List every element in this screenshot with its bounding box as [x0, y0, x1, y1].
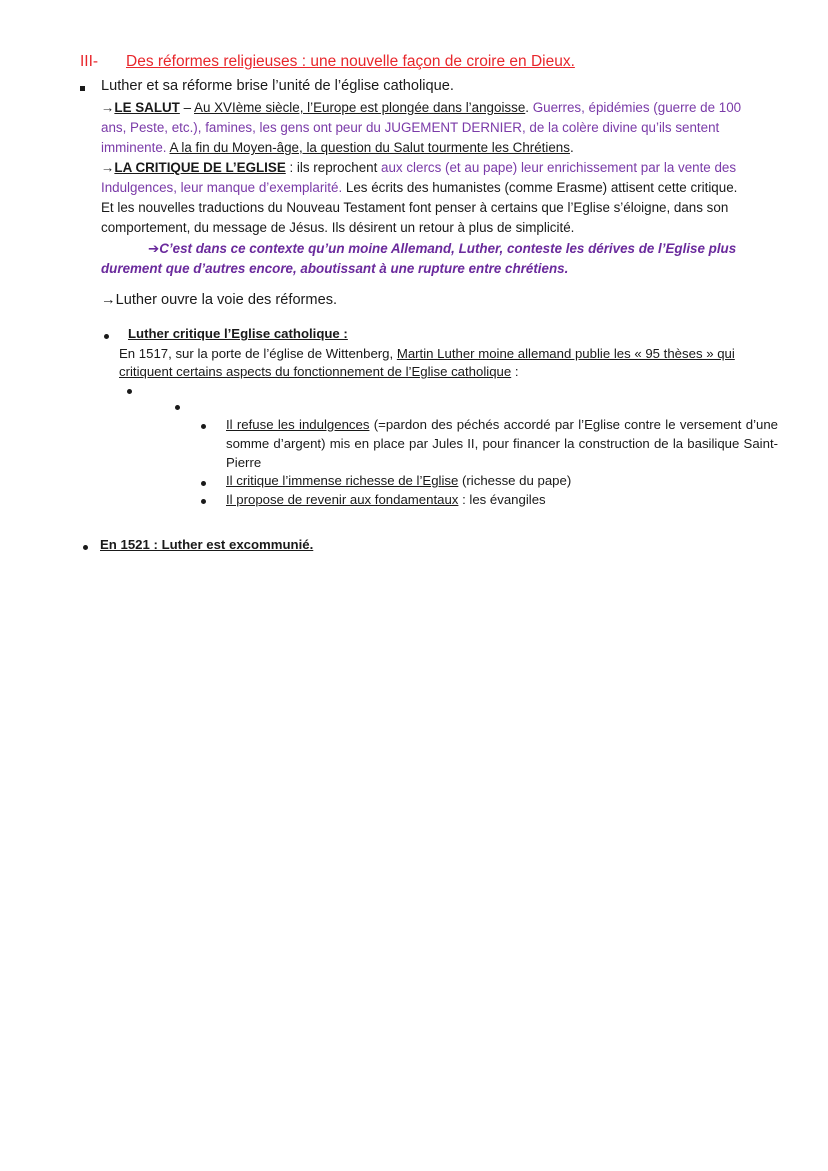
- conclusion-line-2: durement que d’autres encore, aboutissant à une rupture entre chrétiens.: [101, 261, 569, 276]
- item-2-rest: (richesse du pape): [458, 473, 572, 488]
- salut-dot: .: [525, 100, 529, 115]
- salut-line-2: ans, Peste, etc.), famines, les gens ont peur du JUGEMENT DERNIER, de la colère divine qu’ils sentent: [101, 120, 720, 135]
- item-2-underlined: Il critique l’immense richesse de l’Eglise: [226, 473, 459, 488]
- item-1-underlined: Il refuse les indulgences: [226, 417, 370, 432]
- item-3-underlined: Il propose de revenir aux fondamentaux: [226, 492, 459, 507]
- item-3-rest: : les évangiles: [458, 492, 546, 507]
- luther-critique-heading: Luther critique l’Eglise catholique :: [128, 326, 348, 341]
- conclusion-line-1: [148, 239, 736, 259]
- item-1-rest-3: basilique Saint-Pierre: [226, 436, 779, 470]
- salut-line-3: [101, 138, 574, 158]
- arrow-icon: →: [101, 160, 115, 175]
- bold-arrow-icon: ➔: [148, 241, 160, 256]
- salut-underlined: Au XVIème siècle, l’Europe est plongée dans l’angoisse: [194, 100, 526, 115]
- item-1-rest-1: (=pardon des péchés accordé par l’Eglise contre le versement: [369, 417, 742, 432]
- salut-end: .: [569, 140, 574, 155]
- salut-underlined-2: A la fin du Moyen-âge, la question du Salut tourmente les Chrétiens: [169, 140, 570, 155]
- critique-line-3: Et les nouvelles traductions du Nouveau Testament font penser à certains que l’Eglise s’éloigne, dans son: [101, 200, 729, 215]
- empty-bullet-icon: [175, 405, 180, 410]
- luther-critique-line-1: [119, 344, 735, 364]
- excommunication-text: En 1521 : Luther est excommunié.: [100, 537, 314, 552]
- critique-text-2: Les écrits des humanistes (comme Erasme) attisent cette critique.: [342, 180, 738, 195]
- luther-end: :: [511, 364, 519, 379]
- critique-purple-2: Indulgences, leur manque d’exemplarité.: [101, 180, 343, 195]
- voie-text: →Luther ouvre la voie des réformes.: [101, 292, 338, 308]
- salut-purple-1: Guerres, épidémies (guerre de 100: [529, 100, 742, 115]
- critique-text-1: : ils reprochent: [285, 160, 382, 175]
- critique-line-4: comportement, du message de Jésus. Ils désirent un retour à plus de simplicité.: [101, 220, 575, 235]
- conclusion-text-1: C’est dans ce contexte qu’un moine Allemand, Luther, conteste les dérives de l’Eglise plus: [159, 241, 737, 256]
- intro-bullet-text: Luther et sa réforme brise l’unité de l’église catholique.: [101, 78, 454, 94]
- luther-underlined-1: Martin Luther moine allemand publie les « 95 thèses » qui: [396, 346, 735, 361]
- luther-item-1: [226, 415, 778, 472]
- section-title: Des réformes religieuses : une nouvelle façon de croire en Dieux.: [126, 53, 575, 70]
- luther-item-3: [226, 490, 546, 509]
- critique-purple-1: aux clercs (et au pape) leur enrichissement par la vente des: [381, 160, 737, 175]
- salut-purple-3: imminente.: [101, 140, 167, 155]
- salut-line-1: [101, 98, 741, 118]
- round-bullet-icon: [104, 334, 109, 339]
- section-number: III-: [80, 53, 99, 70]
- luther-item-2: [226, 471, 571, 490]
- critique-line-2: [101, 178, 737, 198]
- critique-label: LA CRITIQUE DE L’EGLISE: [114, 160, 286, 175]
- critique-line-1: [101, 158, 736, 178]
- arrow-icon: →: [101, 100, 115, 115]
- item-bullet-icon: [201, 424, 206, 429]
- item-bullet-icon: [201, 481, 206, 486]
- item-1-rest-2: d’une somme d’argent) mis en place par Jules II, pour financer la construction de la: [226, 417, 779, 451]
- luther-text-1: En 1517, sur la porte de l’église de Wittenberg,: [119, 346, 397, 361]
- luther-underlined-2: critiquent certains aspects du fonctionnement de l’Eglise catholique: [119, 364, 512, 379]
- item-bullet-icon: [201, 499, 206, 504]
- salut-dash: –: [179, 100, 195, 115]
- square-bullet-icon: [80, 86, 85, 91]
- salut-label: LE SALUT: [114, 100, 180, 115]
- luther-critique-line-2: [119, 362, 519, 382]
- empty-bullet-icon: [127, 389, 132, 394]
- round-bullet-icon: [83, 545, 88, 550]
